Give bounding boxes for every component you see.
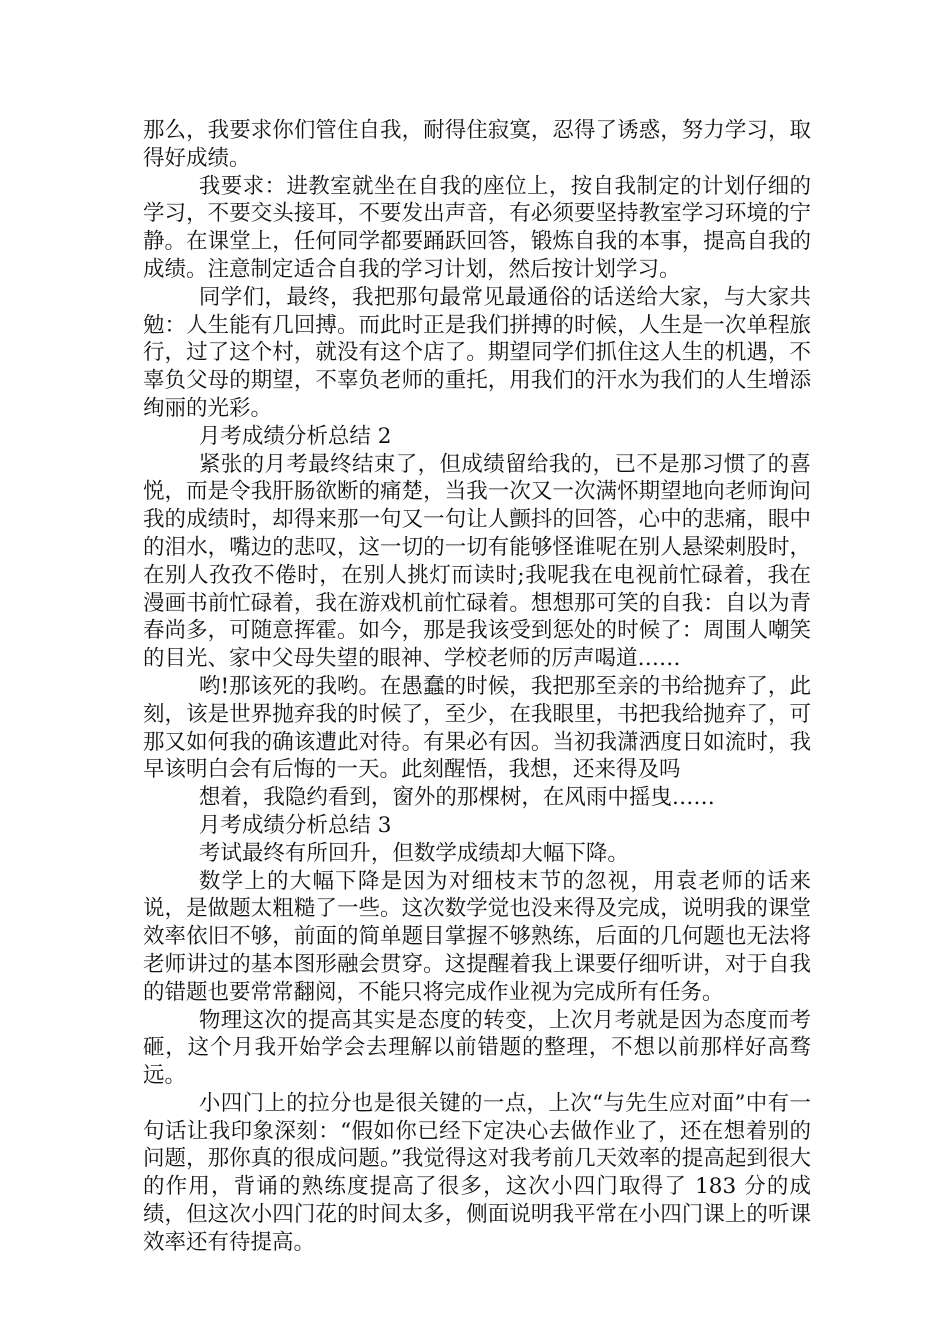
paragraph-6: 想着，我隐约看到，窗外的那棵树，在风雨中摇曳…… xyxy=(198,785,715,811)
document-page xyxy=(143,117,811,1257)
paragraph-1: 那么，我要求你们管住自我，耐得住寂寞，忍得了诱惑，努力学习，取得好成绩。 xyxy=(143,118,811,171)
paragraph-3: 同学们，最终，我把那句最常见最通俗的话送给大家，与大家共勉：人生能有几回搏。而此时正是我们拼搏的时候，人生是一次单程旅行，过了这个村，就没有这个店了。期望同学们抓住这人生的机遇，不辜负父母的期望，不辜负老师的重托，用我们的汗水为我们的人生增添绚丽的光彩。 xyxy=(143,284,811,421)
paragraph-9: 物理这次的提高其实是态度的转变，上次月考就是因为态度而考砸，这个月我开始学会去理解以前错题的整理，不想以前那样好高骛远。 xyxy=(143,1007,811,1089)
paragraph-5: 哟!那该死的我哟。在愚蠢的时候，我把那至亲的书给抛弃了，此刻，该是世界抛弃我的时候了，至少，在我眼里，书把我给抛弃了，可那又如何我的确该遭此对待。有果必有因。当初我潇洒度日如流时，我早该明白会有后悔的一天。此刻醒悟，我想，还来得及吗 xyxy=(143,673,811,783)
paragraph-7: 考试最终有所回升，但数学成绩却大幅下降。 xyxy=(198,840,629,866)
paragraph-10: 小四门上的拉分也是很关键的一点，上次“与先生应对面”中有一句话让我印象深刻：“假如你已经下定决心去做作业了，还在想着别的问题，那你真的很成问题。”我觉得这对我考前几天效率的提高起到很大的作用，背诵的熟练度提高了很多，这次小四门取得了 183 分的成绩，但这次小四门花的时间太多，侧面说明我平常在小四门课上的听课效率还有待提高。 xyxy=(143,1090,811,1255)
paragraph-2: 我要求：进教室就坐在自我的座位上，按自我制定的计划仔细的学习，不要交头接耳，不要发出声音，有必须要坚持教室学习环境的宁静。在课堂上，任何同学都要踊跃回答，锻炼自我的本事，提高自我的成绩。注意制定适合自我的学习计划，然后按计划学习。 xyxy=(143,173,811,282)
section-heading-3: 月考成绩分析总结 3 xyxy=(198,812,392,838)
section-heading-2: 月考成绩分析总结 2 xyxy=(198,423,392,449)
paragraph-4: 紧张的月考最终结束了，但成绩留给我的，已不是那习惯了的喜悦，而是令我肝肠欲断的痛楚，当我一次又一次满怀期望地向老师询问我的成绩时，却得来那一句又一句让人颤抖的回答，心中的悲痛，眼中的泪水，嘴边的悲叹，这一切的一切有能够怪谁呢在别人悬梁刺股时，在别人孜孜不倦时，在别人挑灯而读时;我呢我在电视前忙碌着，我在漫画书前忙碌着，我在游戏机前忙碌着。想想那可笑的自我：自以为青春尚多，可随意挥霍。如今，那是我该受到惩处的时候了：周围人嘲笑的目光、家中父母失望的眼神、学校老师的厉声喝道…… xyxy=(143,451,811,672)
paragraph-8: 数学上的大幅下降是因为对细枝末节的忽视，用袁老师的话来说，是做题太粗糙了一些。这次数学觉也没来得及完成，说明我的课堂效率依旧不够，前面的简单题目掌握不够熟练，后面的几何题也无法将老师讲过的基本图形融会贯穿。这提醒着我上课要仔细听讲，对于自我的错题也要常常翻阅，不能只将完成作业视为完成所有任务。 xyxy=(143,868,811,1005)
